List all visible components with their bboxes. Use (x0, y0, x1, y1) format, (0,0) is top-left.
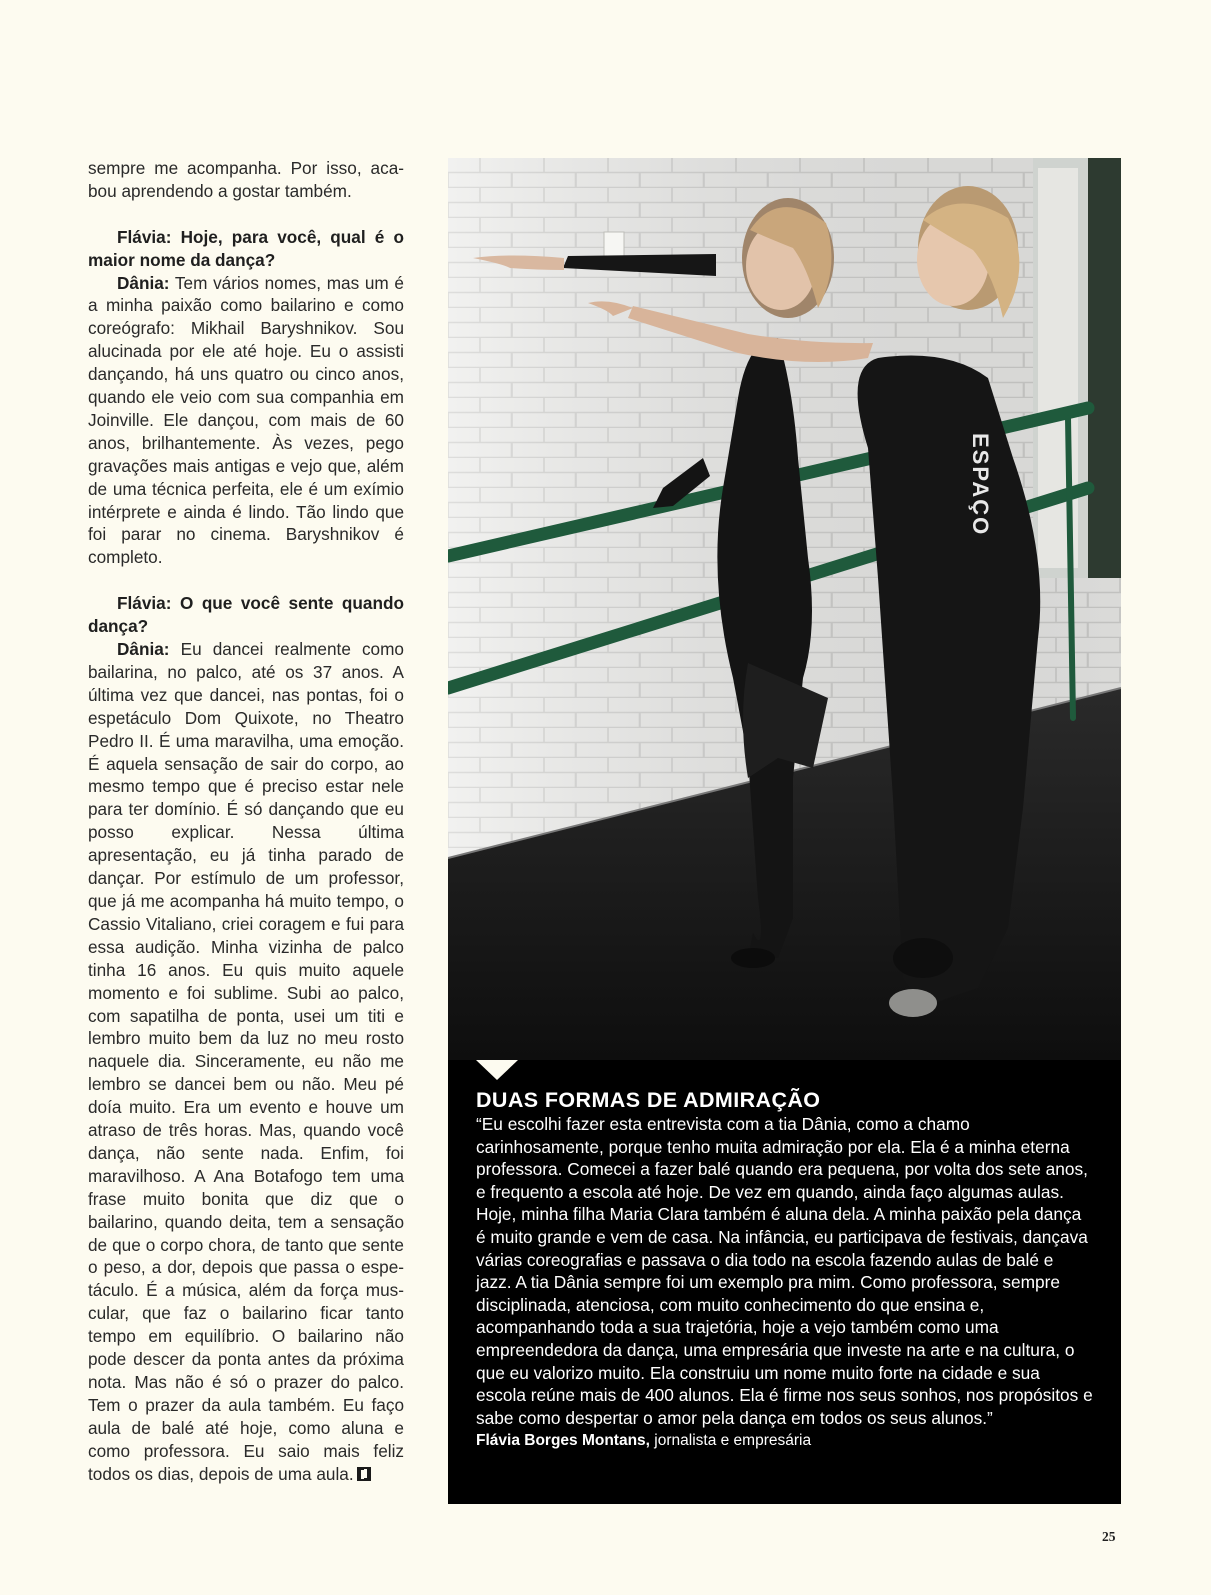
speaker-label: Dânia: (117, 639, 170, 659)
answer-2 (88, 638, 404, 1486)
article-body-column (88, 157, 404, 1486)
question-2: Flávia: O que você sente quando dança? (88, 593, 404, 637)
end-of-article-icon (357, 1467, 371, 1481)
shirt-logo-text: ESPAÇO (968, 433, 993, 537)
sidebar-box (448, 1060, 1121, 1504)
paragraph-continued: sempre me acompanha. Por isso, acabou aprendendo a gostar também. (88, 158, 404, 201)
answer-2-text: Eu dancei realmente como bailarina, no palco, até os 37 anos. A última vez que dancei, nas pontas, foi o espetáculo Dom Quixote, no Theatro Pedro II. É uma maravilha, uma emoção. É aquela sensação de sair do corpo, ao mesmo tempo que é preciso estar nele para ter domínio. É só dançando que eu posso explicar. Nessa última apresentação, eu já tinha parado de dançar. Por estímulo de um professor, que já me acompanha há muito tempo, o Cassio Vitaliano, criei coragem e fui para essa audição. Minha vizinha de palco tinha 16 anos. Eu quis muito aquele momento e foi sublime. Subi ao palco, com sapatilha de ponta, usei um titi e lembro muito bem da luz no meu rosto naquele dia. Sinceramente, eu não me lembro se dancei bem ou não. Meu pé doía muito. Era um evento e houve um atraso de três horas. Mas, quando você dança, não sente nada. Enfim, foi maravilhoso. A Ana Botafogo tem uma frase muito bonita que diz que o bailarino, quando deita, tem a sensação de que o corpo chora, de tanto que sente o peso, a dor, depois que passa o espetáculo. É a música, além da força muscular, que faz o bailarino ficar tanto tempo em equilíbrio. O bailarino não pode descer da ponta antes da próxima nota. Mas não é só o prazer do palco. Tem o prazer da aula também. Eu faço aula de balé até hoje, como aluna e como professora. Eu saio mais feliz todos os dias, depois de uma aula. (88, 639, 404, 1484)
question-1: Flávia: Hoje, para você, qual é o maior nome da dança? (88, 226, 404, 270)
triangle-pointer-icon (476, 1060, 518, 1080)
speaker-label: Dânia: (117, 272, 170, 293)
sidebar-title: DUAS FORMAS DE ADMIRAÇÃO (476, 1088, 821, 1112)
credit-role: jornalista e empresária (649, 1432, 812, 1450)
sidebar-quote: “Eu escolhi fazer esta entrevista com a tia Dânia, como a chamo carinhosamente, porque tenho muita admiração por ela. Ela é a minha eterna professora. Comecei a fazer balé quando era pequena, por volta dos sete anos, e frequento a escola até hoje. De vez em quando, ainda faço algumas aulas. Hoje, minha filha Maria Clara também é aluna dela. A minha paixão pela dança é muito grande e vem de casa. Na infância, eu participava de festivais, dançava várias coreografias e passava o dia todo na escola fazendo aulas de balé e jazz. A tia Dânia sempre foi um exemplo pra mim. Como professora, sempre disciplinada, atenciosa, com muito conhecimento do que ensina e, acompanhando toda a sua trajetória, hoje a vejo também como uma empreendedora da dança, uma empresária que investe na arte e na cultura, o que eu valorizo muito. Ela construiu um nome muito forte na cidade e sua escola reúne mais de 400 alunos. Ela é firme nos seus sonhos, nos propósitos e sabe como despertar o amor pela dança em todos os seus alunos.” (476, 1114, 1093, 1428)
dancers-photo (448, 158, 1121, 1060)
answer-1-text: Tem vários nomes, mas um é a minha paixão como bailarino e como coreógrafo: Mikhail Baryshnikov. Sou alucinada por ele até hoje. Eu o assisti dançando, há uns quatro ou cinco anos, quando ele veio com sua companhia em Joinville. Ele dançou, com mais de 60 anos, brilhantemente. Às vezes, pego gravações mais antigas e vejo que, além de uma técnica perfeita, ele é um exímio intérprete e ainda é lindo. Tão lindo que foi parar no cinema. Baryshnikov é completo. (88, 272, 404, 568)
answer-1 (88, 272, 404, 570)
page-number: 25 (1102, 1529, 1116, 1544)
sidebar-credit (476, 1431, 1093, 1451)
credit-name: Flávia Borges Montans, (476, 1432, 650, 1450)
